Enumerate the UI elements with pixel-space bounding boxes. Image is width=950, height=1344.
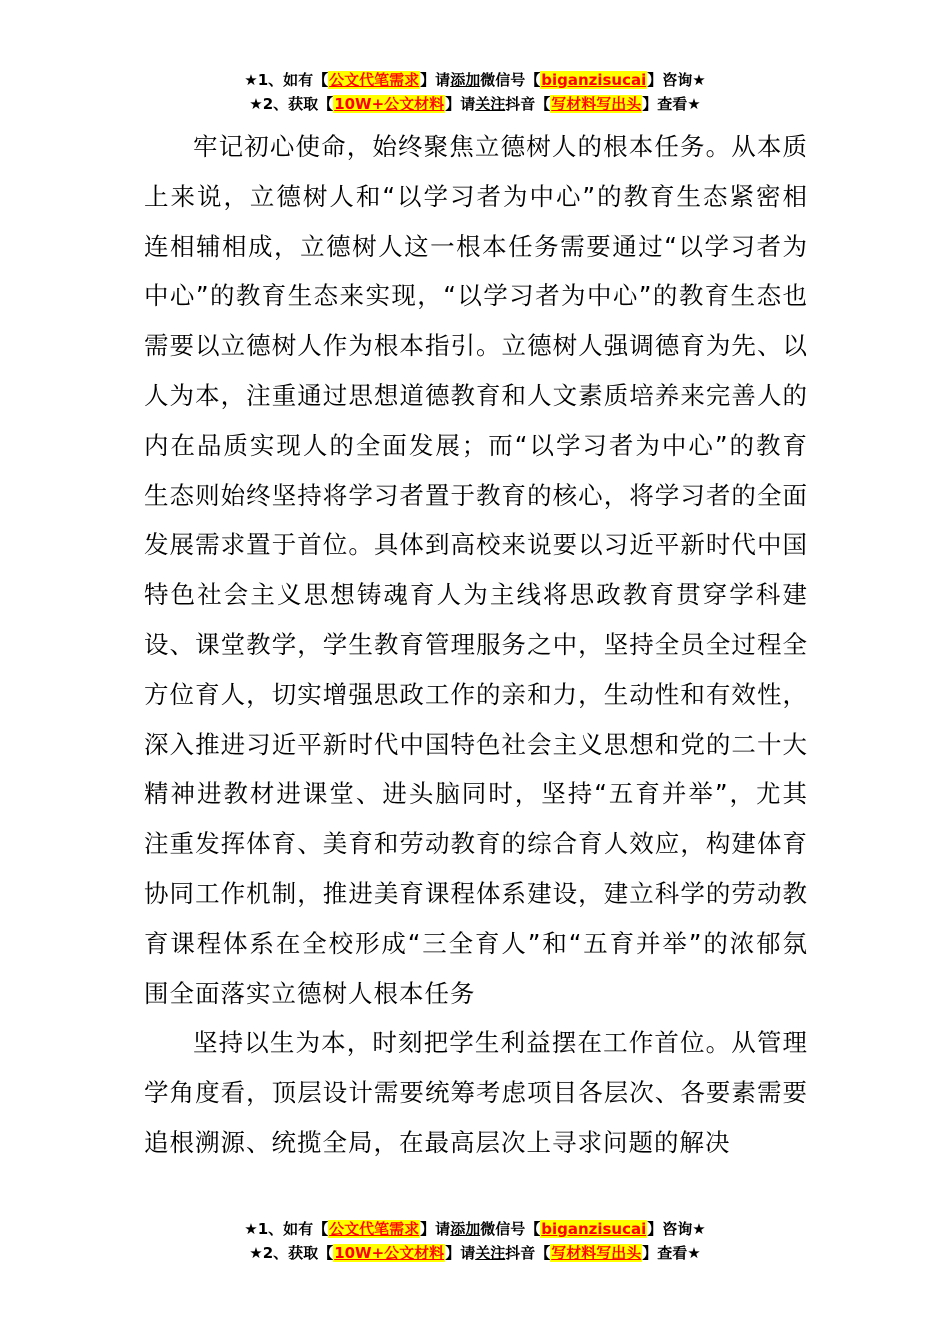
banner-underlined-text: 关注 (475, 1244, 506, 1262)
document-body (144, 122, 808, 1168)
banner-text: 】请 (445, 1244, 476, 1262)
banner-text: 抖音【 (505, 95, 551, 113)
banner-text: 】咨询★ (647, 71, 706, 89)
banner-underlined-text: 添加 (450, 1220, 481, 1238)
banner-text: 】咨询★ (647, 1220, 706, 1238)
banner-text: 抖音【 (505, 1244, 551, 1262)
banner-text: 微信号【 (480, 1220, 541, 1238)
header-banner-line-1 (0, 68, 950, 92)
banner-text: 】查看★ (642, 1244, 701, 1262)
footer-banner-line-1 (0, 1217, 950, 1241)
banner-text: ★1、如有【 (244, 1220, 329, 1238)
banner-text: 】查看★ (642, 95, 701, 113)
banner-text: 微信号【 (480, 71, 541, 89)
header-banner (0, 68, 950, 116)
body-paragraph-1: 牢记初心使命，始终聚焦立德树人的根本任务。从本质上来说，立德树人和“以学习者为中心”的教育生态紧密相连相辅相成，立德树人这一根本任务需要通过“以学习者为中心”的教育生态来实现，“以学习者为中心”的教育生态也需要以立德树人作为根本指引。立德树人强调德育为先、以人为本，注重通过思想道德教育和人文素质培养来完善人的内在品质实现人的全面发展；而“以学习者为中心”的教育生态则始终坚持将学习者置于教育的核心，将学习者的全面发展需求置于首位。具体到高校来说要以习近平新时代中国特色社会主义思想铸魂育人为主线将思政教育贯穿学科建设、课堂教学，学生教育管理服务之中，坚持全员全过程全方位育人，切实增强思政工作的亲和力，生动性和有效性，深入推进习近平新时代中国特色社会主义思想和党的二十大精神进教材进课堂、进头脑同时，坚持“五育并举”，尤其注重发挥体育、美育和劳动教育的综合育人效应，构建体育协同工作机制，推进美育课程体系建设，建立科学的劳动教育课程体系在全校形成“三全育人”和“五育并举”的浓郁氛围全面落实立德树人根本任务 (144, 132, 808, 1008)
banner-text: 】请 (420, 1220, 451, 1238)
banner-underlined-text: 关注 (475, 95, 506, 113)
footer-banner (0, 1217, 950, 1265)
highlight-service-label: 公文代笔需求 (329, 71, 420, 89)
wechat-id-highlight: biganzisucai (541, 1220, 647, 1238)
banner-text: ★1、如有【 (244, 71, 329, 89)
header-banner-line-2 (0, 92, 950, 116)
banner-underlined-text: 添加 (450, 71, 481, 89)
wechat-id-highlight: biganzisucai (541, 71, 647, 89)
highlight-materials-label: 10W+公文材料 (334, 95, 445, 113)
banner-text: 】请 (420, 71, 451, 89)
footer-banner-line-2 (0, 1241, 950, 1265)
highlight-service-label: 公文代笔需求 (329, 1220, 420, 1238)
banner-text: ★2、获取【 (249, 95, 334, 113)
banner-text: 】请 (445, 95, 476, 113)
douyin-account-highlight: 写材料写出头 (551, 1244, 642, 1262)
body-paragraph-2: 坚持以生为本，时刻把学生利益摆在工作首位。从管理学角度看，顶层设计需要统筹考虑项目各层次、各要素需要追根溯源、统揽全局，在最高层次上寻求问题的解决 (144, 1028, 808, 1157)
douyin-account-highlight: 写材料写出头 (551, 95, 642, 113)
highlight-materials-label: 10W+公文材料 (334, 1244, 445, 1262)
banner-text: ★2、获取【 (249, 1244, 334, 1262)
